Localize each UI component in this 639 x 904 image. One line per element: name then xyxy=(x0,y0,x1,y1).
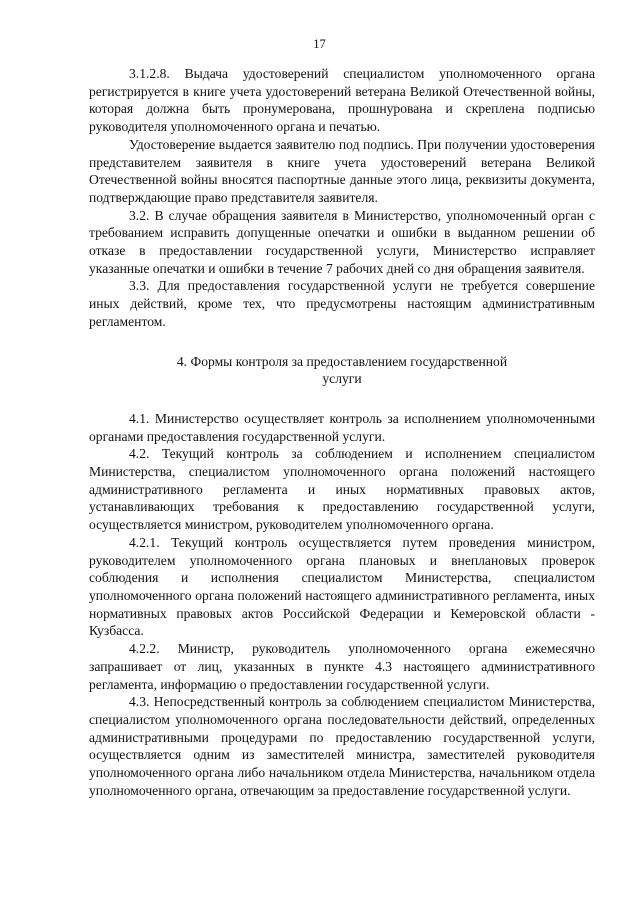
paragraph-4-2-2: 4.2.2. Министр, руководитель уполномоченного органа ежемесячно запрашивает от лиц, указанных в пункте 4.3 настоящего административного регламента, информацию о предоставлении государственной услуги. xyxy=(89,641,595,692)
paragraph-3-1-2-8: 3.1.2.8. Выдача удостоверений специалистом уполномоченного органа регистрируется в книге учета удостоверений ветерана Великой Отечественной войны, которая должна быть пронумерована, прошнурована и скреплена подписью руководителя уполномоченного органа и печатью. xyxy=(89,66,595,135)
paragraph-4-3: 4.3. Непосредственный контроль за соблюдением специалистом Министерства, специалистом уполномоченного органа последовательности действий, определенных административными процедурами по предоставлению государственной услуги, осуществляется одним из заместителей министра, заместителей руководителя уполномоченного органа либо начальником отдела Министерства, начальником отдела уполномоченного органа, отвечающим за предоставление государственной услуги. xyxy=(89,694,595,798)
paragraph-4-1: 4.1. Министерство осуществляет контроль за исполнением уполномоченными органами предоставления государственной услуги. xyxy=(89,410,595,444)
document-body xyxy=(89,65,595,799)
paragraph-4-2-1: 4.2.1. Текущий контроль осуществляется путем проведения министром, руководителем уполномоченного органа плановых и внеплановых проверок соблюдения и исполнения специалистом Министерства, специалистом уполномоченного органа положений настоящего административного регламента, иных нормативных правовых актов Российской Федерации и Кемеровской области - Кузбасса. xyxy=(89,534,595,639)
paragraph-3-2: 3.2. В случае обращения заявителя в Министерство, уполномоченный орган с требованием исправить допущенные опечатки и ошибки в выданном решении об отказе в предоставлении государственной услуги, Министерство исправляет указанные опечатки и ошибки в течение 7 рабочих дней со дня обращения заявителя. xyxy=(89,207,595,276)
paragraph-3-3: 3.3. Для предоставления государственной услуги не требуется совершение иных действий, кроме тех, что предусмотрены настоящим административным регламентом. xyxy=(89,278,595,329)
paragraph-4-2: 4.2. Текущий контроль за соблюдением и исполнением специалистом Министерства, специалистом уполномоченного органа положений настоящего административного регламента и иных нормативных правовых актов, устанавливающих требования к предоставлению государственной услуги, осуществляется министром, руководителем уполномоченного органа. xyxy=(89,446,595,533)
section-4-heading-line-2: услуги xyxy=(322,371,362,387)
section-4-heading-line-1: 4. Формы контроля за предоставлением государственной xyxy=(176,353,508,369)
paragraph-certificate-issuance: Удостоверение выдается заявителю под подпись. При получении удостоверения представителем заявителя в книге учета удостоверений ветерана Великой Отечественной войны вносятся паспортные данные этого лица, реквизиты документа, подтверждающие право представителя заявителя. xyxy=(89,136,595,205)
section-4-heading xyxy=(89,353,595,388)
page-number: 17 xyxy=(313,37,326,51)
